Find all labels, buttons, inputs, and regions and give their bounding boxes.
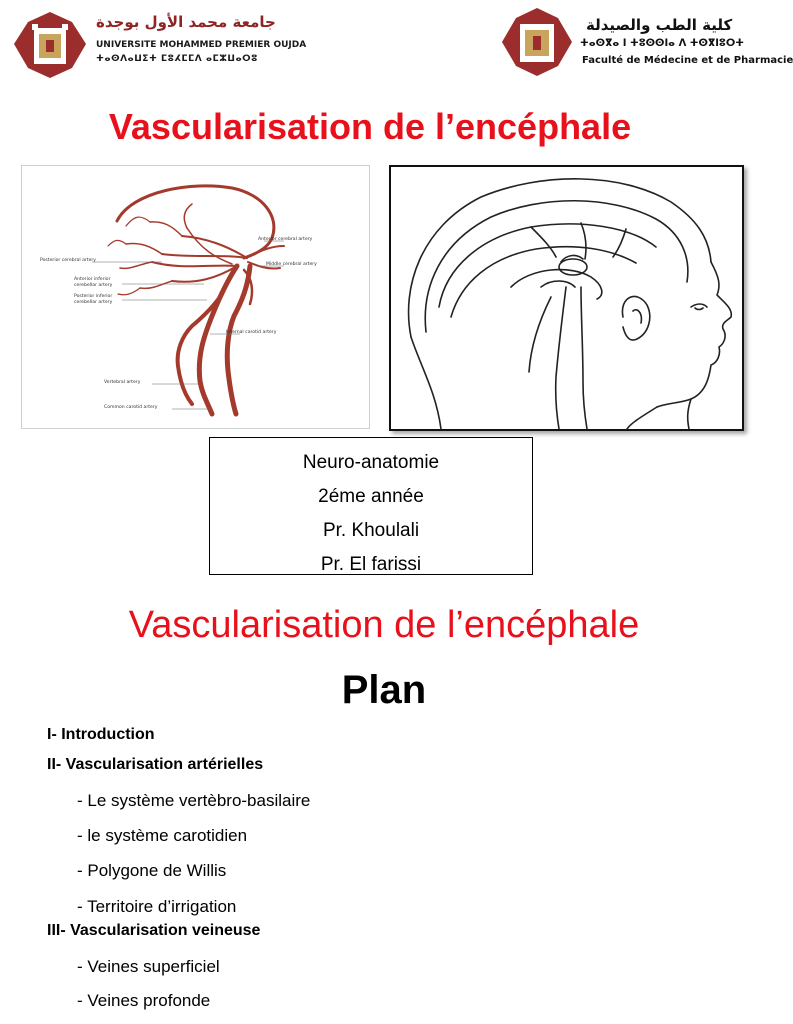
label-common-carotid: Common carotid artery <box>104 405 158 410</box>
faculty-logo <box>498 6 576 78</box>
course-info-box <box>209 437 533 575</box>
label-posterior-inferior-cerebellar-2: cerebellar artery <box>74 300 113 305</box>
course-year: 2éme année <box>318 486 424 507</box>
label-posterior-inferior-cerebellar: Posterior inferior <box>74 294 113 299</box>
label-internal-carotid: Internal carotid artery <box>226 330 277 335</box>
label-vertebral: Vertebral artery <box>104 380 141 385</box>
course-subject: Neuro-anatomie <box>302 452 440 473</box>
page-title: Vascularisation de l’encéphale <box>108 106 632 147</box>
outline-item-polygone-willis: - Polygone de Willis <box>77 861 227 880</box>
head-profile-illustration <box>389 165 744 431</box>
outline-section-venous: III- Vascularisation veineuse <box>47 922 261 939</box>
faculty-name-arabic: كلية الطب والصيدلة <box>586 16 733 34</box>
label-middle-cerebral: Middle cerebral artery <box>266 262 317 267</box>
university-name-arabic: جامعة محمد الأول بوجدة <box>96 13 276 31</box>
label-anterior-cerebral: Anterior cerebral artery <box>258 237 313 242</box>
outline-item-territoire: - Territoire d’irrigation <box>77 897 237 916</box>
slide-title: Vascularisation de l’encéphale <box>128 604 640 646</box>
university-name-tifinagh: ⵜⴰⵙⴷⴰⵡⵉⵜ ⵎⵓⵃⵎⵎⴷ ⴰⵎⵣⵡⴰⵔⵓ <box>96 54 258 64</box>
course-professor-1: Pr. Khoulali <box>322 520 420 541</box>
outline-section-introduction: I- Introduction <box>47 726 155 743</box>
university-logo <box>10 10 90 80</box>
label-anterior-inferior-cerebellar-2: cerebellar artery <box>74 283 113 288</box>
artery-diagram <box>21 165 370 429</box>
faculty-name-tifinagh: ⵜⴰⵙⴳⴰ ⵏ ⵜⵓⵙⵙⵏⴰ ⴷ ⵜⵙⴳⵏⵓⵔⵜ <box>580 38 745 49</box>
university-name-french: UNIVERSITE MOHAMMED PREMIER OUJDA <box>96 40 307 50</box>
course-professor-2: Pr. El farissi <box>320 554 422 575</box>
outline-item-veines-superficiel: - Veines superficiel <box>77 957 220 976</box>
label-posterior-cerebral: Posterior cerebral artery <box>40 258 97 263</box>
outline-item-veines-profonde: - Veines profonde <box>77 991 211 1010</box>
plan-heading: Plan <box>341 668 427 712</box>
label-anterior-inferior-cerebellar: Anterior inferior <box>74 277 111 282</box>
outline-item-carotidien: - le système carotidien <box>77 826 248 845</box>
faculty-name-french: Faculté de Médecine et de Pharmacie <box>582 55 793 66</box>
outline-section-arterial: II- Vascularisation artérielles <box>47 756 264 773</box>
outline-item-vertebro-basilaire: - Le système vertèbro-basilaire <box>77 791 311 810</box>
